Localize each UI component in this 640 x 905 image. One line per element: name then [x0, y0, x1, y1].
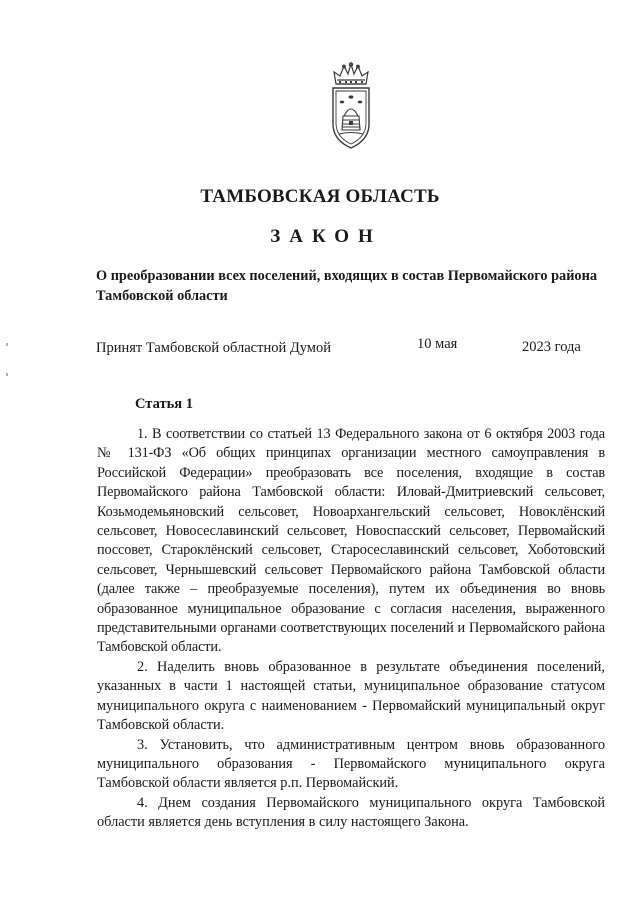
margin-mark	[6, 373, 8, 376]
article-body	[97, 425, 605, 833]
adoption-statement: Принят Тамбовской областной Думой	[96, 340, 331, 356]
article-paragraph-3: 3. Установить, что административным центром вновь образованного муниципального образования - Первомайского муниципального округа Тамбовской области является р.п. Первомайский.	[97, 736, 605, 792]
document-type: ЗАКОН	[270, 226, 382, 247]
article-title: Статья 1	[135, 396, 193, 412]
coat-of-arms-icon	[327, 62, 375, 150]
margin-mark	[6, 343, 8, 346]
adoption-year: 2023 года	[522, 339, 581, 355]
adoption-date: 10 мая	[417, 336, 458, 352]
article-paragraph-1: 1. В соответствии со статьей 13 Федерального закона от 6 октября 2003 года № 131-ФЗ «Об общих принципах организации местного самоуправления в Российской Федерации» преобразовать все поселения, входящие в состав Первомайского района Тамбовской области: Иловай-Дмитриевский сельсовет, Козьмодемьяновский сельсовет, Новоархангельский сельсовет, Новоклёнский сельсовет, Новосеславинский сельсовет, Новоспасский сельсовет, Первомайский поссовет, Староклёнский сельсовет, Старосеславинский сельсовет, Хоботовский сельсовет, Чернышевский сельсовет Первомайского района Тамбовской области (далее также – преобразуемые поселения), путем их объединения во вновь образованное муниципальное образование с согласия населения, выраженного представительными органами соответствующих поселений и Первомайского района Тамбовской области.	[97, 426, 605, 656]
region-title: ТАМБОВСКАЯ ОБЛАСТЬ	[200, 186, 440, 207]
article-paragraph-2: 2. Наделить вновь образованное в результате объединения поселений, указанных в части 1 настоящей статьи, муниципальное образование статусом муниципального округа с наименованием - Первомайский муниципальный округ Тамбовской области.	[97, 658, 605, 734]
law-subject: О преобразовании всех поселений, входящих в состав Первомайского района Тамбовской области	[96, 268, 597, 304]
article-paragraph-4: 4. Днем создания Первомайского муниципального округа Тамбовской области является день вступления в силу настоящего Закона.	[97, 794, 605, 831]
